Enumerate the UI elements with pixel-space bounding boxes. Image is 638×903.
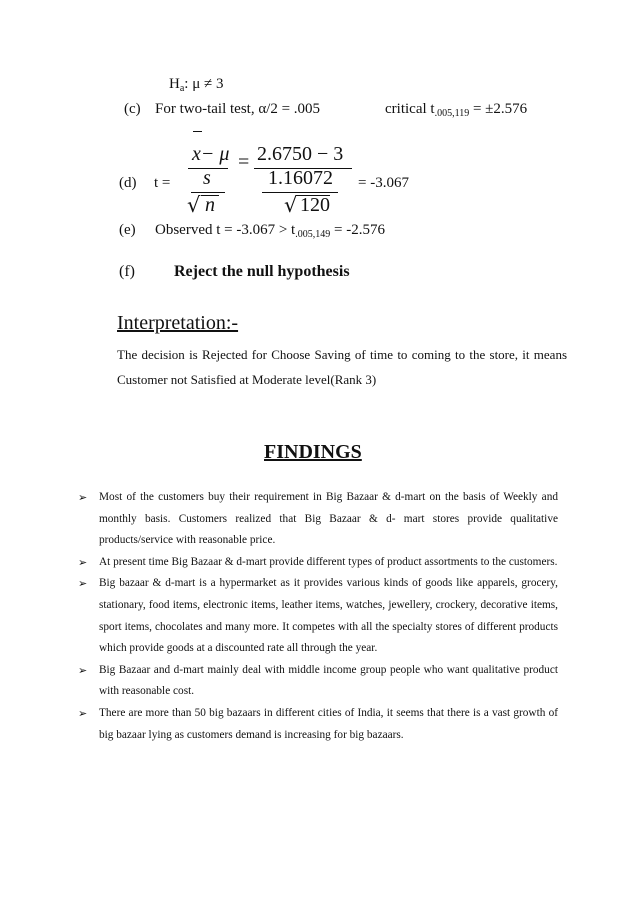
sqrt-symbol-120: √ bbox=[284, 193, 298, 217]
finding-text: Big bazaar & d-mart is a hypermarket as it provides various kinds of goods like apparels, grocery, stationary, food items, electronic items, leather items, watches, jewellery, crockery, decorative items, sport items, chocolates and many more. It competes with all the specialty stores of different products which provide goods at a discounted rate all through the year. bbox=[99, 577, 558, 655]
critical-number: = ±2.576 bbox=[469, 101, 528, 117]
xbar-symbol: x bbox=[192, 143, 201, 165]
denominator-sd: 1.16072 bbox=[268, 167, 333, 189]
findings-list bbox=[78, 487, 558, 746]
arrow-bullet-icon: ➢ bbox=[78, 491, 88, 504]
interpretation-title: Interpretation:- bbox=[117, 312, 239, 334]
observed-tail: = -2.576 bbox=[330, 222, 385, 238]
alternative-hypothesis bbox=[169, 76, 224, 94]
critical-value bbox=[385, 101, 527, 119]
denominator-root: 120 bbox=[300, 194, 330, 216]
equals-sign: = bbox=[238, 151, 250, 173]
findings-title: FINDINGS bbox=[264, 441, 362, 463]
step-c-text: For two-tail test, α/2 = .005 bbox=[155, 101, 321, 117]
interpretation-body: The decision is Rejected for Choose Saving of time to coming to the store, it means Customer not Satisfied at Moderate level(Rank 3) bbox=[117, 347, 567, 387]
ha-subscript: a bbox=[179, 83, 185, 94]
observed-subscript: .005,149 bbox=[295, 229, 331, 240]
step-e-label: (e) bbox=[119, 222, 136, 238]
step-c-label: (c) bbox=[124, 101, 141, 117]
step-d-label: (d) bbox=[119, 175, 137, 191]
observed-t: Observed t = -3.067 > t bbox=[155, 222, 296, 238]
finding-text: Most of the customers buy their requirement in Big Bazaar & d-mart on the basis of Weekly and monthly basis. Customers realized that Big Bazaar & d- mart stores provide qualitative products/service with reasonable price. bbox=[99, 491, 558, 547]
arrow-bullet-icon: ➢ bbox=[78, 663, 88, 677]
xbar-overline bbox=[193, 131, 202, 132]
list-item bbox=[78, 573, 558, 659]
denominator-s: s bbox=[203, 167, 211, 189]
critical-subscript: .005,119 bbox=[434, 108, 470, 119]
numerator-xbar bbox=[192, 143, 229, 166]
minus-mu: − μ bbox=[200, 143, 230, 165]
ha-expression: : μ ≠ 3 bbox=[184, 76, 224, 92]
arrow-bullet-icon: ➢ bbox=[78, 577, 88, 591]
list-item bbox=[78, 660, 558, 703]
finding-text: Big Bazaar and d-mart mainly deal with middle income group people who want qualitative product with reasonable cost. bbox=[99, 663, 558, 698]
sqrt-symbol-n: √ bbox=[187, 193, 201, 217]
arrow-bullet-icon: ➢ bbox=[78, 555, 88, 569]
t-equals: t = bbox=[154, 175, 171, 191]
critical-label: critical t bbox=[385, 101, 435, 117]
fraction-bar-sd-root bbox=[262, 192, 338, 193]
finding-text: There are more than 50 big bazaars in different cities of India, it seems that there is a vast growth of big bazaar lying as customers demand is increasing for big bazaars. bbox=[99, 706, 558, 741]
step-e-text bbox=[155, 222, 385, 240]
step-f-label: (f) bbox=[119, 263, 135, 280]
list-item bbox=[78, 487, 558, 552]
ha-symbol: H bbox=[169, 76, 180, 92]
arrow-bullet-icon: ➢ bbox=[78, 706, 88, 720]
step-f-text: Reject the null hypothesis bbox=[174, 263, 350, 280]
t-result: = -3.067 bbox=[358, 175, 409, 191]
list-item bbox=[78, 552, 558, 574]
denominator-n: n bbox=[205, 194, 215, 216]
finding-text: At present time Big Bazaar & d-mart provide different types of product assortments to the customers. bbox=[99, 555, 558, 568]
list-item bbox=[78, 703, 558, 746]
numerator-values: 2.6750 − 3 bbox=[257, 143, 344, 165]
